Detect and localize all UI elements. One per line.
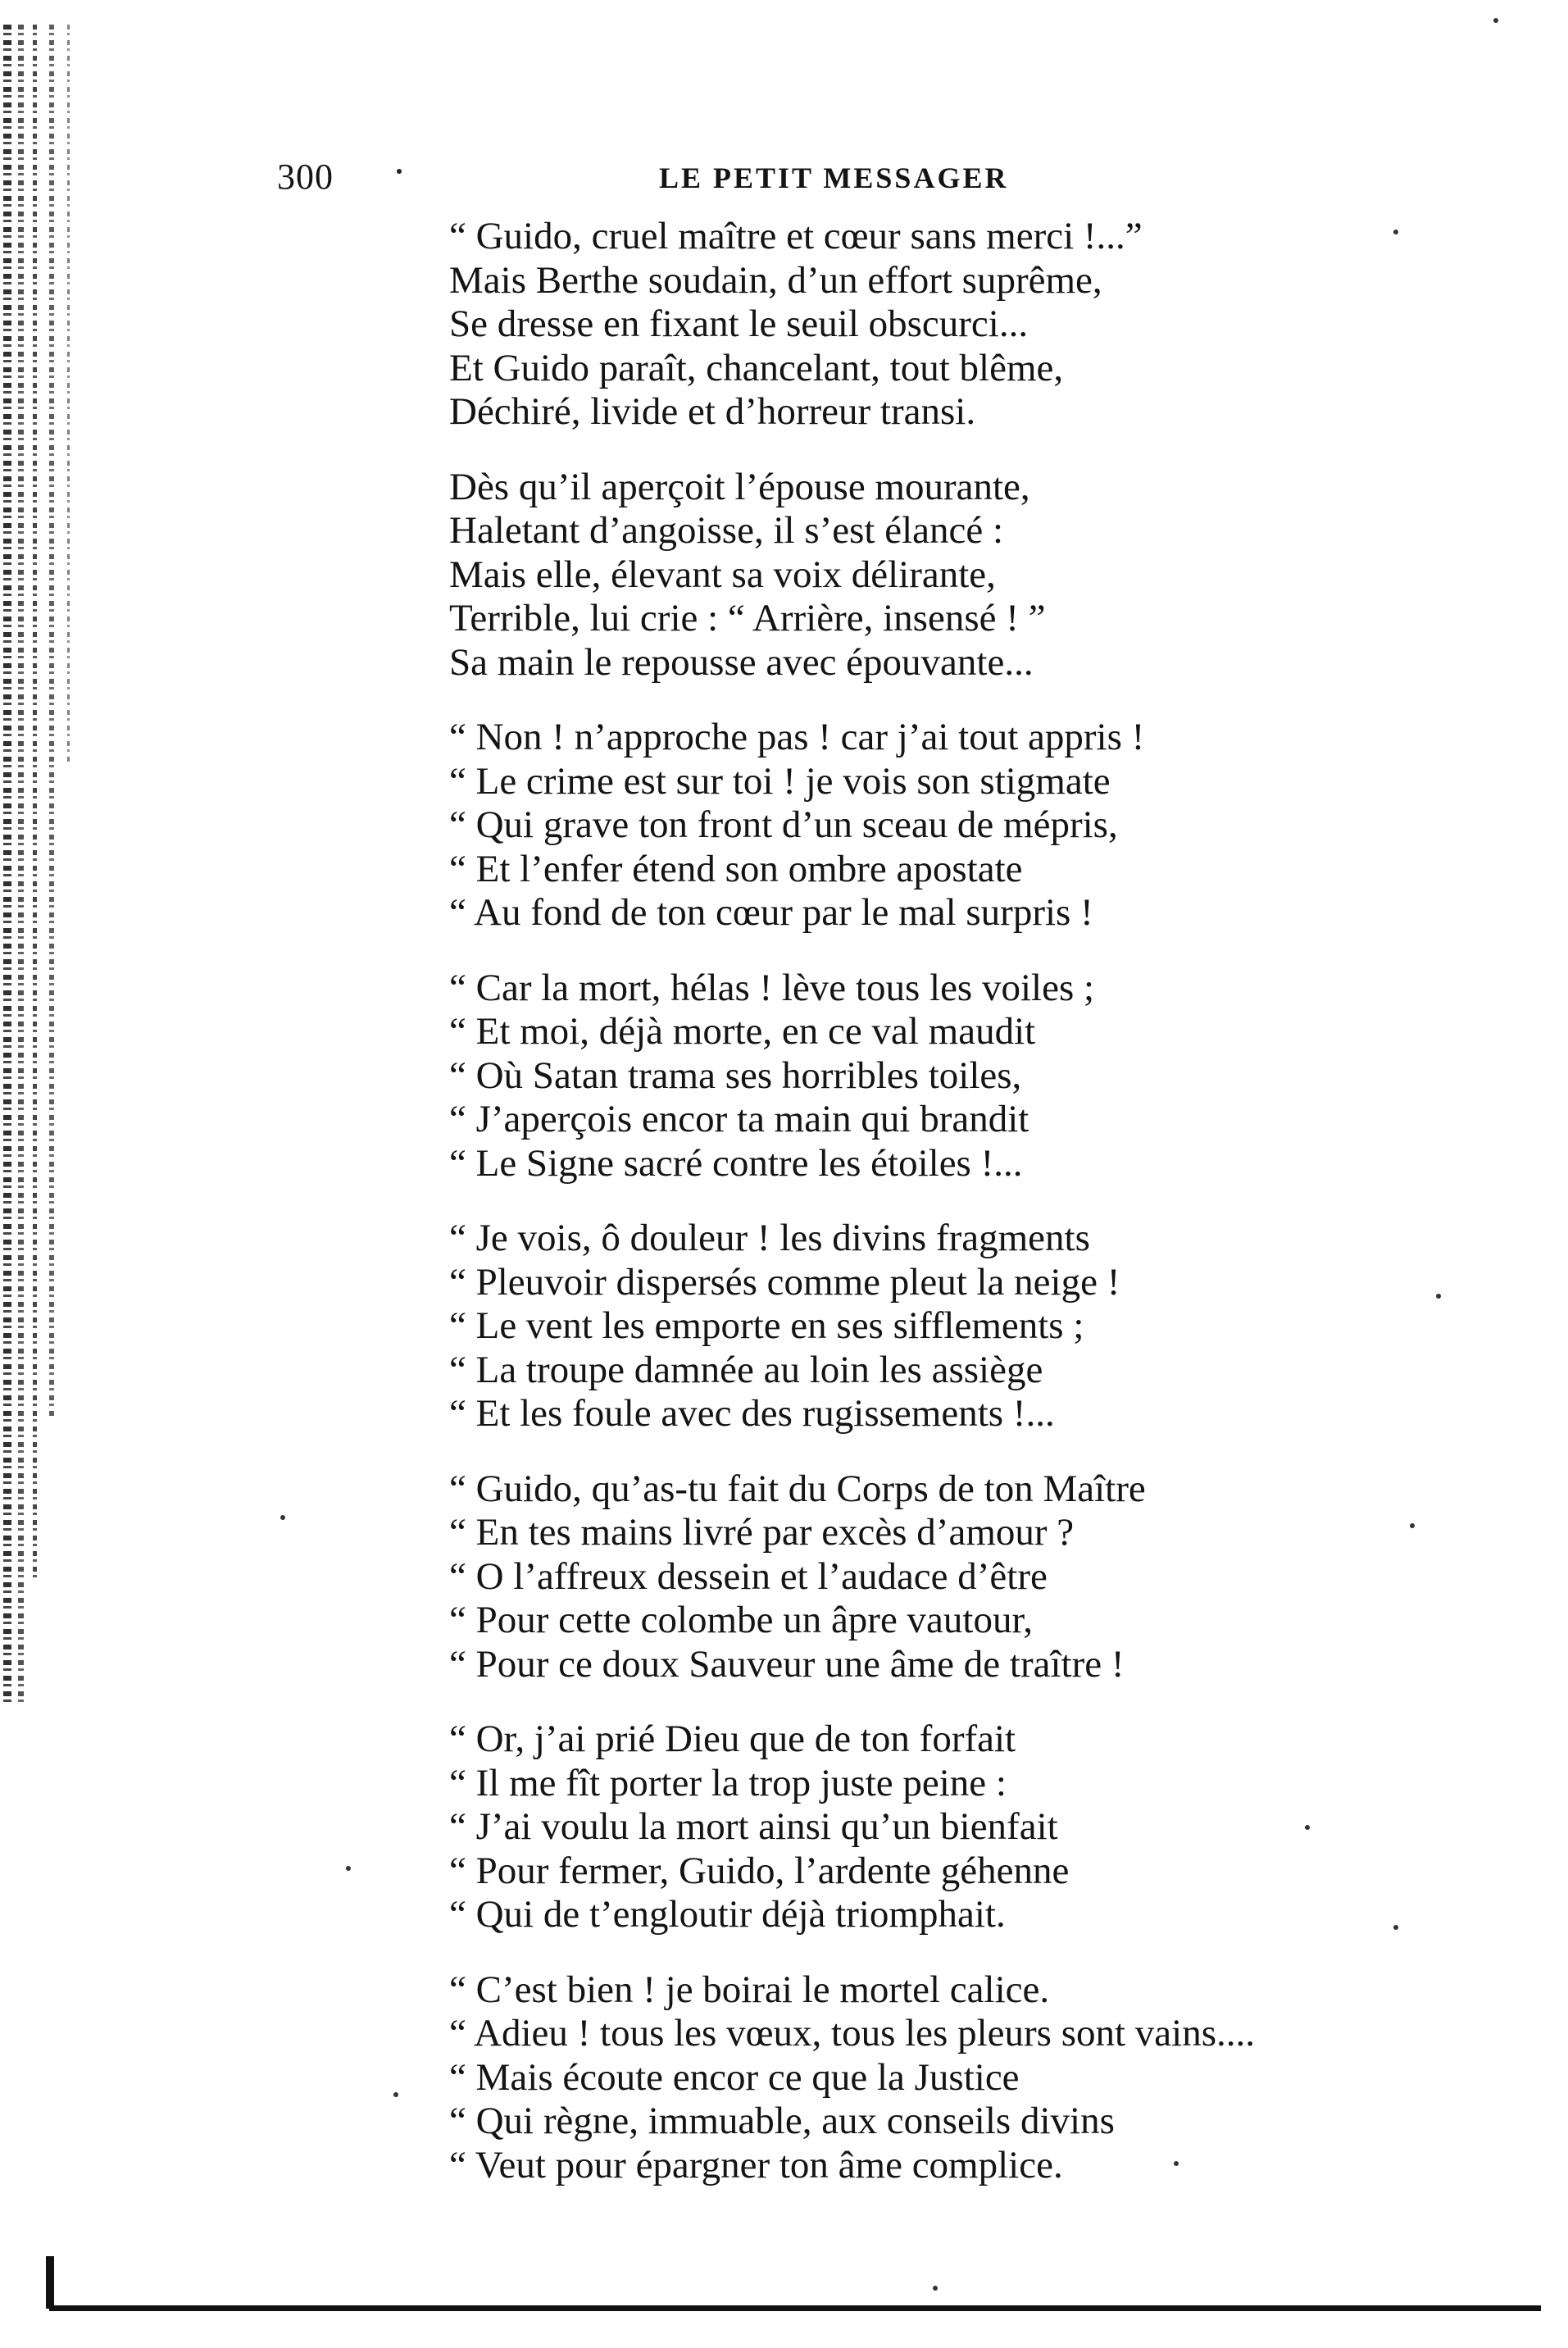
gutter-stripe xyxy=(18,25,24,1705)
poem-line: “ C’est bien ! je boirai le mortel calice. xyxy=(449,1968,1050,2011)
gutter-stripe xyxy=(33,25,37,1582)
poem-line: “ Et moi, déjà morte, en ce val maudit xyxy=(449,1010,1036,1053)
scan-speck xyxy=(346,1866,351,1871)
poem-line: “ Au fond de ton cœur par le mal surpris ! xyxy=(449,891,1093,934)
scan-speck xyxy=(393,2092,398,2097)
header-dot xyxy=(397,169,402,174)
stanza xyxy=(449,215,1482,435)
poem-line: “ Le Signe sacré contre les étoiles !... xyxy=(449,1141,1023,1185)
poem-line: “ Pour fermer, Guido, l’ardente géhenne xyxy=(449,1849,1070,1892)
scan-speck xyxy=(1174,2161,1179,2166)
poem-line: “ Mais écoute encor ce que la Justice xyxy=(449,2055,1020,2099)
poem-line: “ Et les foule avec des rugissements !... xyxy=(449,1392,1055,1435)
poem-line: “ La troupe damnée au loin les assiège xyxy=(449,1348,1043,1391)
poem-line: “ Je vois, ô douleur ! les divins fragments xyxy=(449,1217,1090,1259)
poem-line: “ Qui de t’engloutir déjà triomphait. xyxy=(449,1893,1006,1936)
scan-speck xyxy=(1393,1925,1398,1930)
book-gutter xyxy=(0,25,82,1705)
poem-line: “ Non ! n’approche pas ! car j’ai tout appris ! xyxy=(449,716,1145,758)
page-header xyxy=(277,156,1015,205)
stanza xyxy=(449,466,1482,685)
poem-line: “ Pour ce doux Sauveur une âme de traître ! xyxy=(449,1642,1125,1686)
poem-line: “ Le vent les emporte en ses sifflements ; xyxy=(449,1304,1084,1347)
stanza xyxy=(449,1468,1482,1687)
poem-line: Sa main le repousse avec épouvante... xyxy=(449,640,1034,684)
stanza xyxy=(449,1968,1482,2188)
scan-speck xyxy=(1305,1825,1310,1830)
scan-speck xyxy=(1393,230,1398,234)
poem-line: Mais Berthe soudain, d’un effort suprême, xyxy=(449,258,1102,302)
poem-line: “ Qui grave ton front d’un sceau de mépris, xyxy=(449,803,1118,846)
poem-line: Se dresse en fixant le seuil obscurci... xyxy=(449,303,1029,345)
poem-line: “ Et l’enfer étend son ombre apostate xyxy=(449,847,1023,890)
poem-line: Haletant d’angoisse, il s’est élancé : xyxy=(449,509,1004,552)
poem-line: “ O l’affreux dessein et l’audace d’être xyxy=(449,1554,1048,1598)
page-number: 300 xyxy=(277,157,334,197)
poem-line: “ Adieu ! tous les vœux, tous les pleurs sont vains.... xyxy=(449,2012,1256,2054)
scan-speck xyxy=(1436,1294,1441,1299)
poem-line: “ Il me fît porter la trop juste peine : xyxy=(449,1761,1007,1804)
stanza xyxy=(449,1718,1482,1937)
poem-line: Terrible, lui crie : “ Arrière, insensé ! ” xyxy=(449,597,1046,639)
bottom-rule xyxy=(49,2305,1541,2311)
poem-line: “ J’aperçois encor ta main qui brandit xyxy=(449,1098,1029,1140)
bottom-rule-end xyxy=(46,2256,54,2309)
poem-line: “ Or, j’ai prié Dieu que de ton forfait xyxy=(449,1718,1016,1760)
poem-line: “ Où Satan trama ses horribles toiles, xyxy=(449,1053,1022,1097)
poem-line: “ Guido, cruel maître et cœur sans merci !...” xyxy=(449,215,1143,257)
poem-line: “ Guido, qu’as-tu fait du Corps de ton Maître xyxy=(449,1467,1146,1510)
gutter-stripe xyxy=(49,25,54,1418)
poem-line: “ Pour cette colombe un âpre vautour, xyxy=(449,1599,1033,1641)
poem-line: Et Guido paraît, chancelant, tout blême, xyxy=(449,346,1064,389)
stanza xyxy=(449,1217,1482,1436)
poem-line: “ Le crime est sur toi ! je vois son stigmate xyxy=(449,759,1111,803)
poem-line: “ Car la mort, hélas ! lève tous les voiles ; xyxy=(449,966,1095,1009)
poem-line: Déchiré, livide et d’horreur transi. xyxy=(449,390,976,433)
scan-speck xyxy=(933,2286,938,2291)
stanza xyxy=(449,716,1482,935)
scan-speck xyxy=(280,1515,285,1520)
poem-line: Dès qu’il aperçoit l’épouse mourante, xyxy=(449,465,1030,508)
poem-line: “ Pleuvoir dispersés comme pleut la neige ! xyxy=(449,1260,1120,1304)
poem-line: Mais elle, élevant sa voix délirante, xyxy=(449,553,996,596)
poem-line: “ En tes mains livré par excès d’amour ? xyxy=(449,1511,1075,1554)
poem-line: “ J’ai voulu la mort ainsi qu’un bienfait xyxy=(449,1805,1058,1848)
poem-line: “ Qui règne, immuable, aux conseils divins xyxy=(449,2100,1115,2142)
stanza xyxy=(449,967,1482,1186)
scan-speck xyxy=(1493,18,1498,23)
gutter-stripe xyxy=(67,25,70,762)
poem xyxy=(449,215,1482,2218)
scan-speck xyxy=(1410,1523,1415,1528)
running-head: LE PETIT MESSAGER xyxy=(659,162,1009,194)
gutter-stripe xyxy=(3,25,11,1705)
poem-line: “ Veut pour épargner ton âme complice. xyxy=(449,2143,1063,2186)
